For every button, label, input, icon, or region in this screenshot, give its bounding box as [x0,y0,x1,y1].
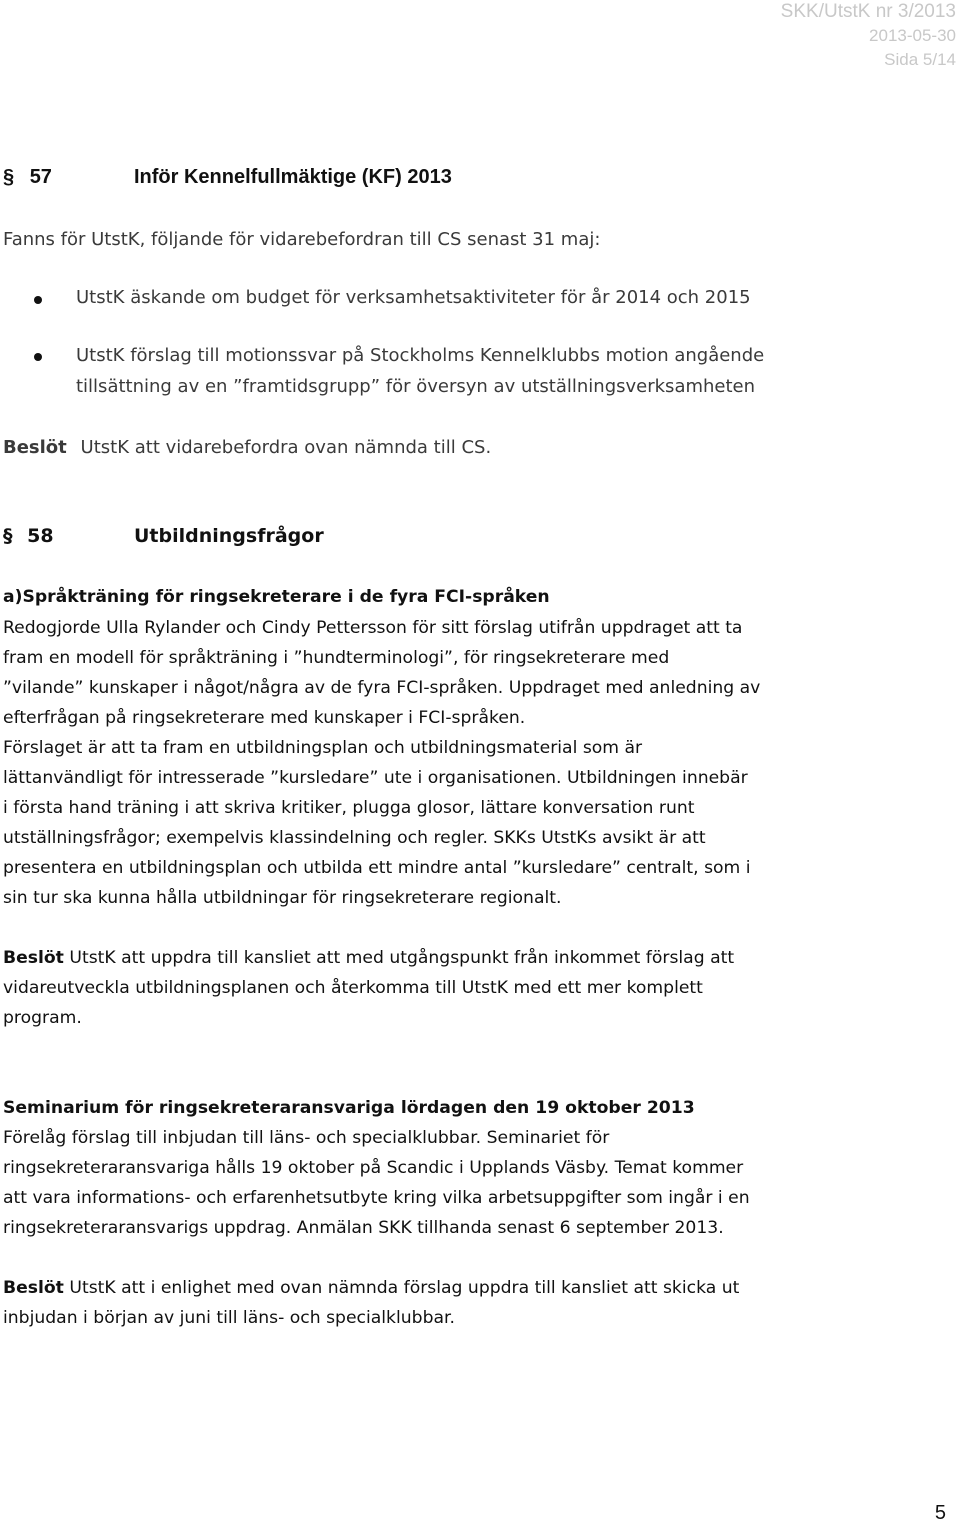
decision-text: UtstK att vidarebefordra ovan nämnda till CS. [80,437,492,458]
decision-line: program. [3,1008,82,1028]
decision-line [3,948,734,968]
subheading: a)Språkträning för ringsekreterare i de fyra FCI-språken [3,587,550,607]
paragraph-line: Redogjorde Ulla Rylander och Cindy Pettersson för sitt förslag utifrån uppdraget att ta [3,618,743,638]
bullet-icon [34,353,42,361]
decision-line [3,1278,739,1298]
paragraph-symbol: § [3,525,13,547]
paragraph-line: ringsekreteraransvariga hålls 19 oktober på Scandic i Upplands Väsby. Temat kommer [3,1158,744,1178]
decision-label: Beslöt [3,948,64,968]
section-number: 57 [29,166,52,188]
section-title: Inför Kennelfullmäktige (KF) 2013 [134,166,452,188]
section-number: 58 [27,525,54,547]
paragraph-line: ”vilande” kunskaper i något/några av de fyra FCI-språken. Uppdraget med anledning av [3,678,761,698]
section-57-heading [3,166,452,189]
paragraph-line: Förelåg förslag till inbjudan till läns- och specialklubbar. Seminariet för [3,1128,610,1148]
document-reference: SKK/UtstK nr 3/2013 [780,1,956,22]
paragraph-line: i första hand träning i att skriva kritiker, plugga glosor, lättare konversation runt [3,798,695,818]
section-title: Utbildningsfrågor [134,525,324,547]
list-item: UtstK äskande om budget för verksamhetsaktiviteter för år 2014 och 2015 [76,287,751,308]
bullet-icon [34,296,42,304]
decision-line: vidareutveckla utbildningsplanen och återkomma till UtstK med ett mer komplett [3,978,703,998]
paragraph-line: efterfrågan på ringsekreterare med kunskaper i FCI-språken. [3,708,526,728]
page-indicator: Sida 5/14 [884,50,956,69]
section-57-decision [3,437,491,458]
decision-label: Beslöt [3,1278,64,1298]
paragraph-line: presentera en utbildningsplan och utbilda ett mindre antal ”kursledare” centralt, som i [3,858,751,878]
page-number: 5 [934,1502,946,1524]
decision-label: Beslöt [3,437,67,458]
decision-line: inbjudan i början av juni till läns- och specialklubbar. [3,1308,455,1328]
decision-text: UtstK att uppdra till kansliet att med utgångspunkt från inkommet förslag att [69,948,735,968]
seminar-heading: Seminarium för ringsekreteraransvariga lördagen den 19 oktober 2013 [3,1098,695,1118]
paragraph-line: fram en modell för språkträning i ”hundterminologi”, för ringsekreterare med [3,648,670,668]
page-header [781,0,956,72]
paragraph-line: ringsekreteraransvarigs uppdrag. Anmälan SKK tillhanda senast 6 september 2013. [3,1218,724,1238]
paragraph-symbol: § [3,166,15,188]
section-58-heading [3,525,324,547]
document-date: 2013-05-30 [869,26,956,45]
decision-text: UtstK att i enlighet med ovan nämnda förslag uppdra till kansliet att skicka ut [69,1278,740,1298]
section-57-intro: Fanns för UtstK, följande för vidarebefordran till CS senast 31 maj: [3,229,601,250]
paragraph-line: sin tur ska kunna hålla utbildningar för ringsekreterare regionalt. [3,888,562,908]
list-item: UtstK förslag till motionssvar på Stockholms Kennelklubbs motion angående [76,345,765,366]
paragraph-line: utställningsfrågor; exempelvis klassindelning och regler. SKKs UtstKs avsikt är att [3,828,706,848]
paragraph-line: lättanvändligt för intresserade ”kursledare” ute i organisationen. Utbildningen innebär [3,768,748,788]
paragraph-line: Förslaget är att ta fram en utbildningsplan och utbildningsmaterial som är [3,738,643,758]
list-item-continuation: tillsättning av en ”framtidsgrupp” för översyn av utställningsverksamheten [76,376,756,397]
paragraph-line: att vara informations- och erfarenhetsutbyte kring vilka arbetsuppgifter som ingår i en [3,1188,750,1208]
